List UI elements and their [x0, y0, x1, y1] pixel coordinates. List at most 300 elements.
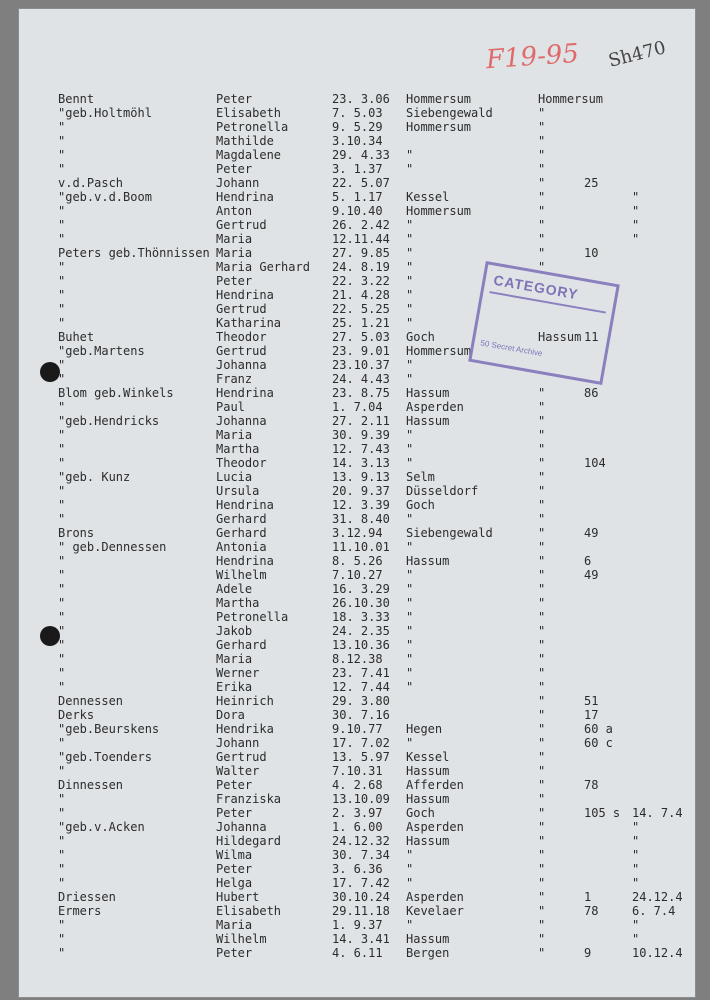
- cell-birthplace: Hegen: [406, 722, 443, 736]
- table-row: [18, 652, 696, 666]
- cell-first-name: Peter: [216, 92, 253, 106]
- table-row: [18, 638, 696, 652]
- cell-birthplace: Goch: [406, 806, 435, 820]
- cell-first-name: Peter: [216, 162, 253, 176]
- cell-birth-date: 1. 9.37: [332, 918, 383, 932]
- cell-house-number: 51: [584, 694, 599, 708]
- cell-first-name: Maria Gerhard: [216, 260, 310, 274]
- cell-surname: ": [58, 204, 66, 218]
- stamp-title: CATEGORY: [492, 271, 580, 303]
- cell-birthplace: Bergen: [406, 946, 450, 960]
- cell-birth-date: 3. 1.37: [332, 162, 383, 176]
- cell-birthplace: Goch: [406, 330, 435, 344]
- cell-first-name: Gerhard: [216, 526, 267, 540]
- cell-first-name: Wilma: [216, 848, 253, 862]
- cell-surname: ": [58, 316, 66, 330]
- cell-first-name: Petronella: [216, 610, 289, 624]
- cell-birthplace: ": [406, 218, 414, 232]
- cell-birth-date: 13. 5.97: [332, 750, 390, 764]
- cell-surname: ": [58, 876, 66, 890]
- cell-first-name: Gertrud: [216, 218, 267, 232]
- cell-birthplace: ": [406, 918, 414, 932]
- table-row: [18, 92, 696, 106]
- cell-residence: ": [538, 400, 546, 414]
- cell-extra-date: ": [632, 848, 640, 862]
- cell-surname: ": [58, 764, 66, 778]
- cell-birthplace: Afferden: [406, 778, 464, 792]
- cell-surname: "geb.Beurskens: [58, 722, 160, 736]
- cell-residence: ": [538, 694, 546, 708]
- cell-extra-date: ": [632, 932, 640, 946]
- cell-birth-date: 24.12.32: [332, 834, 390, 848]
- cell-birthplace: ": [406, 232, 414, 246]
- cell-birthplace: Siebengewald: [406, 106, 493, 120]
- cell-birth-date: 23. 7.41: [332, 666, 390, 680]
- table-row: [18, 246, 696, 260]
- cell-birth-date: 29.11.18: [332, 904, 390, 918]
- table-row: [18, 736, 696, 750]
- cell-surname: ": [58, 260, 66, 274]
- cell-residence: ": [538, 204, 546, 218]
- cell-house-number: 25: [584, 176, 599, 190]
- cell-birth-date: 21. 4.28: [332, 288, 390, 302]
- cell-residence: Hommersum: [538, 92, 604, 106]
- cell-residence: ": [538, 162, 546, 176]
- cell-first-name: Paul: [216, 400, 245, 414]
- cell-house-number: 86: [584, 386, 599, 400]
- table-row: [18, 680, 696, 694]
- cell-residence: ": [538, 260, 546, 274]
- cell-birthplace: Kessel: [406, 190, 450, 204]
- cell-first-name: Gerhard: [216, 512, 267, 526]
- cell-birth-date: 3.12.94: [332, 526, 383, 540]
- cell-residence: ": [538, 834, 546, 848]
- table-row: [18, 190, 696, 204]
- table-row: [18, 946, 696, 960]
- cell-extra-date: ": [632, 232, 640, 246]
- cell-first-name: Peter: [216, 778, 253, 792]
- table-row: [18, 414, 696, 428]
- cell-first-name: Adele: [216, 582, 253, 596]
- cell-residence: ": [538, 526, 546, 540]
- cell-birth-date: 12.11.44: [332, 232, 390, 246]
- cell-first-name: Theodor: [216, 456, 267, 470]
- cell-birth-date: 14. 3.13: [332, 456, 390, 470]
- cell-surname: v.d.Pasch: [58, 176, 124, 190]
- cell-surname: ": [58, 498, 66, 512]
- cell-residence: ": [538, 540, 546, 554]
- cell-birth-date: 31. 8.40: [332, 512, 390, 526]
- table-row: [18, 428, 696, 442]
- cell-first-name: Erika: [216, 680, 253, 694]
- cell-first-name: Hendrina: [216, 190, 274, 204]
- cell-first-name: Werner: [216, 666, 260, 680]
- table-row: [18, 764, 696, 778]
- cell-surname: ": [58, 862, 66, 876]
- cell-surname: ": [58, 274, 66, 288]
- cell-first-name: Hendrina: [216, 554, 274, 568]
- table-row: [18, 540, 696, 554]
- cell-birth-date: 1. 6.00: [332, 820, 383, 834]
- cell-surname: ": [58, 162, 66, 176]
- cell-birthplace: Hassum: [406, 792, 450, 806]
- table-row: [18, 470, 696, 484]
- cell-extra-date: ": [632, 834, 640, 848]
- cell-birth-date: 27. 2.11: [332, 414, 390, 428]
- table-row: [18, 806, 696, 820]
- table-row: [18, 400, 696, 414]
- cell-first-name: Johann: [216, 736, 260, 750]
- cell-surname: "geb.Martens: [58, 344, 145, 358]
- cell-birth-date: 13.10.36: [332, 638, 390, 652]
- cell-residence: ": [538, 890, 546, 904]
- cell-birth-date: 25. 1.21: [332, 316, 390, 330]
- cell-surname: Derks: [58, 708, 95, 722]
- cell-extra-date: ": [632, 820, 640, 834]
- cell-first-name: Johanna: [216, 358, 267, 372]
- cell-birthplace: ": [406, 666, 414, 680]
- table-row: [18, 848, 696, 862]
- cell-house-number: 17: [584, 708, 599, 722]
- table-row: [18, 820, 696, 834]
- cell-birthplace: Hassum: [406, 386, 450, 400]
- cell-residence: ": [538, 708, 546, 722]
- cell-birth-date: 5. 1.17: [332, 190, 383, 204]
- cell-first-name: Hubert: [216, 890, 260, 904]
- cell-birth-date: 23. 3.06: [332, 92, 390, 106]
- cell-birthplace: ": [406, 862, 414, 876]
- table-row: [18, 386, 696, 400]
- cell-birth-date: 3. 6.36: [332, 862, 383, 876]
- cell-birth-date: 30. 7.34: [332, 848, 390, 862]
- table-row: [18, 596, 696, 610]
- cell-residence: ": [538, 414, 546, 428]
- cell-surname: ": [58, 148, 66, 162]
- cell-birthplace: ": [406, 876, 414, 890]
- table-row: [18, 162, 696, 176]
- cell-residence: ": [538, 106, 546, 120]
- cell-birthplace: ": [406, 246, 414, 260]
- cell-birthplace: ": [406, 260, 414, 274]
- cell-birthplace: ": [406, 736, 414, 750]
- cell-residence: ": [538, 876, 546, 890]
- cell-residence: ": [538, 246, 546, 260]
- cell-birth-date: 9.10.77: [332, 722, 383, 736]
- table-row: [18, 792, 696, 806]
- table-row: [18, 582, 696, 596]
- cell-birthplace: ": [406, 652, 414, 666]
- table-row: [18, 568, 696, 582]
- cell-first-name: Maria: [216, 246, 253, 260]
- cell-first-name: Antonia: [216, 540, 267, 554]
- cell-surname: ": [58, 484, 66, 498]
- cell-birthplace: ": [406, 624, 414, 638]
- cell-residence: ": [538, 652, 546, 666]
- cell-residence: ": [538, 582, 546, 596]
- cell-first-name: Hendrika: [216, 722, 274, 736]
- cell-house-number: 10: [584, 246, 599, 260]
- cell-birth-date: 18. 3.33: [332, 610, 390, 624]
- cell-residence: ": [538, 932, 546, 946]
- cell-birthplace: Hassum: [406, 764, 450, 778]
- cell-house-number: 9: [584, 946, 592, 960]
- cell-first-name: Peter: [216, 806, 253, 820]
- cell-residence: ": [538, 624, 546, 638]
- stamp-footer: 50 Secret Archive: [479, 338, 544, 359]
- cell-surname: Ermers: [58, 904, 102, 918]
- table-row: [18, 708, 696, 722]
- cell-birthplace: Düsseldorf: [406, 484, 479, 498]
- cell-residence: ": [538, 470, 546, 484]
- cell-birthplace: Kevelaer: [406, 904, 464, 918]
- cell-surname: ": [58, 554, 66, 568]
- cell-birthplace: Selm: [406, 470, 435, 484]
- cell-birth-date: 17. 7.02: [332, 736, 390, 750]
- table-row: [18, 750, 696, 764]
- cell-first-name: Elisabeth: [216, 904, 282, 918]
- cell-birthplace: ": [406, 358, 414, 372]
- table-row: [18, 512, 696, 526]
- cell-surname: ": [58, 792, 66, 806]
- cell-first-name: Wilhelm: [216, 932, 267, 946]
- cell-residence: Hassum: [538, 330, 582, 344]
- cell-birth-date: 24. 2.35: [332, 624, 390, 638]
- cell-first-name: Martha: [216, 596, 260, 610]
- cell-birthplace: ": [406, 372, 414, 386]
- cell-house-number: 1: [584, 890, 592, 904]
- cell-birth-date: 14. 3.41: [332, 932, 390, 946]
- cell-birthplace: Asperden: [406, 820, 464, 834]
- cell-birth-date: 29. 4.33: [332, 148, 390, 162]
- cell-house-number: 104: [584, 456, 606, 470]
- cell-birthplace: ": [406, 442, 414, 456]
- cell-residence: ": [538, 512, 546, 526]
- table-row: [18, 260, 696, 274]
- cell-surname: Brons: [58, 526, 95, 540]
- cell-surname: ": [58, 442, 66, 456]
- table-row: [18, 148, 696, 162]
- cell-surname: ": [58, 218, 66, 232]
- cell-first-name: Franz: [216, 372, 253, 386]
- cell-birth-date: 4. 2.68: [332, 778, 383, 792]
- cell-birthplace: ": [406, 582, 414, 596]
- cell-surname: ": [58, 120, 66, 134]
- cell-birthplace: Goch: [406, 498, 435, 512]
- cell-house-number: 60 c: [584, 736, 613, 750]
- cell-residence: ": [538, 442, 546, 456]
- cell-birth-date: 26. 2.42: [332, 218, 390, 232]
- cell-house-number: 49: [584, 526, 599, 540]
- cell-birth-date: 24. 4.43: [332, 372, 390, 386]
- cell-birth-date: 7. 5.03: [332, 106, 383, 120]
- cell-residence: ": [538, 120, 546, 134]
- cell-birth-date: 8.12.38: [332, 652, 383, 666]
- cell-house-number: 49: [584, 568, 599, 582]
- cell-first-name: Walter: [216, 764, 260, 778]
- cell-surname: ": [58, 666, 66, 680]
- cell-house-number: 78: [584, 778, 599, 792]
- cell-residence: ": [538, 778, 546, 792]
- cell-birth-date: 20. 9.37: [332, 484, 390, 498]
- cell-birthplace: Hassum: [406, 932, 450, 946]
- cell-birth-date: 22. 5.25: [332, 302, 390, 316]
- cell-birth-date: 17. 7.42: [332, 876, 390, 890]
- cell-birthplace: Hassum: [406, 834, 450, 848]
- cell-birthplace: Asperden: [406, 890, 464, 904]
- cell-birthplace: Kessel: [406, 750, 450, 764]
- cell-first-name: Magdalene: [216, 148, 282, 162]
- cell-surname: "geb. Kunz: [58, 470, 131, 484]
- cell-birthplace: ": [406, 302, 414, 316]
- cell-first-name: Gerhard: [216, 638, 267, 652]
- cell-first-name: Katharina: [216, 316, 282, 330]
- cell-birthplace: ": [406, 316, 414, 330]
- cell-first-name: Johanna: [216, 820, 267, 834]
- cell-birth-date: 9.10.40: [332, 204, 383, 218]
- cell-house-number: 6: [584, 554, 592, 568]
- cell-birthplace: Hommersum: [406, 344, 472, 358]
- cell-residence: ": [538, 610, 546, 624]
- cell-residence: ": [538, 680, 546, 694]
- cell-extra-date: ": [632, 862, 640, 876]
- cell-birth-date: 23. 9.01: [332, 344, 390, 358]
- cell-birth-date: 27. 9.85: [332, 246, 390, 260]
- cell-birth-date: 30. 9.39: [332, 428, 390, 442]
- cell-extra-date: ": [632, 190, 640, 204]
- cell-birth-date: 9. 5.29: [332, 120, 383, 134]
- cell-birth-date: 3.10.34: [332, 134, 383, 148]
- cell-residence: ": [538, 428, 546, 442]
- table-row: [18, 666, 696, 680]
- cell-birth-date: 12. 3.39: [332, 498, 390, 512]
- cell-birth-date: 12. 7.43: [332, 442, 390, 456]
- table-row: [18, 722, 696, 736]
- cell-surname: ": [58, 400, 66, 414]
- cell-first-name: Elisabeth: [216, 106, 282, 120]
- cell-surname: ": [58, 428, 66, 442]
- cell-surname: ": [58, 302, 66, 316]
- cell-residence: ": [538, 638, 546, 652]
- cell-birth-date: 11.10.01: [332, 540, 390, 554]
- cell-birthplace: ": [406, 848, 414, 862]
- cell-birth-date: 24. 8.19: [332, 260, 390, 274]
- cell-surname: "geb.v.d.Boom: [58, 190, 152, 204]
- cell-birthplace: Hassum: [406, 414, 450, 428]
- cell-surname: ": [58, 624, 66, 638]
- cell-first-name: Johanna: [216, 414, 267, 428]
- cell-surname: ": [58, 638, 66, 652]
- cell-residence: ": [538, 386, 546, 400]
- table-row: [18, 876, 696, 890]
- cell-surname: Dennessen: [58, 694, 124, 708]
- cell-residence: ": [538, 820, 546, 834]
- cell-surname: ": [58, 918, 66, 932]
- table-row: [18, 554, 696, 568]
- table-row: [18, 890, 696, 904]
- table-row: [18, 918, 696, 932]
- cell-residence: ": [538, 568, 546, 582]
- cell-birthplace: ": [406, 456, 414, 470]
- cell-birthplace: ": [406, 568, 414, 582]
- cell-residence: ": [538, 596, 546, 610]
- cell-first-name: Wilhelm: [216, 568, 267, 582]
- cell-residence: ": [538, 946, 546, 960]
- cell-first-name: Franziska: [216, 792, 282, 806]
- cell-birthplace: Hommersum: [406, 120, 472, 134]
- cell-surname: Blom geb.Winkels: [58, 386, 174, 400]
- cell-residence: ": [538, 666, 546, 680]
- cell-extra-date: ": [632, 204, 640, 218]
- cell-birthplace: ": [406, 428, 414, 442]
- cell-birth-date: 12. 7.44: [332, 680, 390, 694]
- table-row: [18, 456, 696, 470]
- cell-first-name: Peter: [216, 274, 253, 288]
- cell-house-number: 78: [584, 904, 599, 918]
- cell-extra-date: 14. 7.4: [632, 806, 683, 820]
- cell-extra-date: 10.12.4: [632, 946, 683, 960]
- cell-first-name: Maria: [216, 428, 253, 442]
- cell-birthplace: ": [406, 680, 414, 694]
- table-row: [18, 120, 696, 134]
- cell-surname: ": [58, 946, 66, 960]
- cell-birthplace: ": [406, 274, 414, 288]
- cell-residence: ": [538, 722, 546, 736]
- table-row: [18, 106, 696, 120]
- cell-birthplace: ": [406, 162, 414, 176]
- cell-residence: ": [538, 134, 546, 148]
- cell-first-name: Hendrina: [216, 288, 274, 302]
- cell-house-number: 60 a: [584, 722, 613, 736]
- cell-surname: ": [58, 610, 66, 624]
- cell-birth-date: 4. 6.11: [332, 946, 383, 960]
- cell-residence: ": [538, 862, 546, 876]
- cell-residence: ": [538, 218, 546, 232]
- table-row: [18, 526, 696, 540]
- cell-surname: Buhet: [58, 330, 95, 344]
- cell-surname: "geb.v.Acken: [58, 820, 145, 834]
- cell-surname: ": [58, 736, 66, 750]
- cell-residence: ": [538, 554, 546, 568]
- cell-birthplace: ": [406, 148, 414, 162]
- cell-birthplace: Siebengewald: [406, 526, 493, 540]
- cell-birth-date: 2. 3.97: [332, 806, 383, 820]
- cell-birth-date: 13.10.09: [332, 792, 390, 806]
- cell-birth-date: 1. 7.04: [332, 400, 383, 414]
- cell-first-name: Hendrina: [216, 386, 274, 400]
- table-row: [18, 498, 696, 512]
- cell-birthplace: ": [406, 610, 414, 624]
- cell-extra-date: 24.12.4: [632, 890, 683, 904]
- cell-birth-date: 23. 8.75: [332, 386, 390, 400]
- cell-residence: ": [538, 148, 546, 162]
- cell-residence: ": [538, 176, 546, 190]
- cell-residence: ": [538, 750, 546, 764]
- cell-first-name: Helga: [216, 876, 253, 890]
- table-row: [18, 610, 696, 624]
- cell-residence: ": [538, 456, 546, 470]
- cell-first-name: Johann: [216, 176, 260, 190]
- table-row: [18, 694, 696, 708]
- cell-surname: ": [58, 596, 66, 610]
- table-row: [18, 134, 696, 148]
- cell-birth-date: 7.10.31: [332, 764, 383, 778]
- cell-birthplace: Asperden: [406, 400, 464, 414]
- table-row: [18, 932, 696, 946]
- cell-birth-date: 7.10.27: [332, 568, 383, 582]
- cell-first-name: Hendrina: [216, 498, 274, 512]
- cell-surname: Driessen: [58, 890, 116, 904]
- cell-birth-date: 16. 3.29: [332, 582, 390, 596]
